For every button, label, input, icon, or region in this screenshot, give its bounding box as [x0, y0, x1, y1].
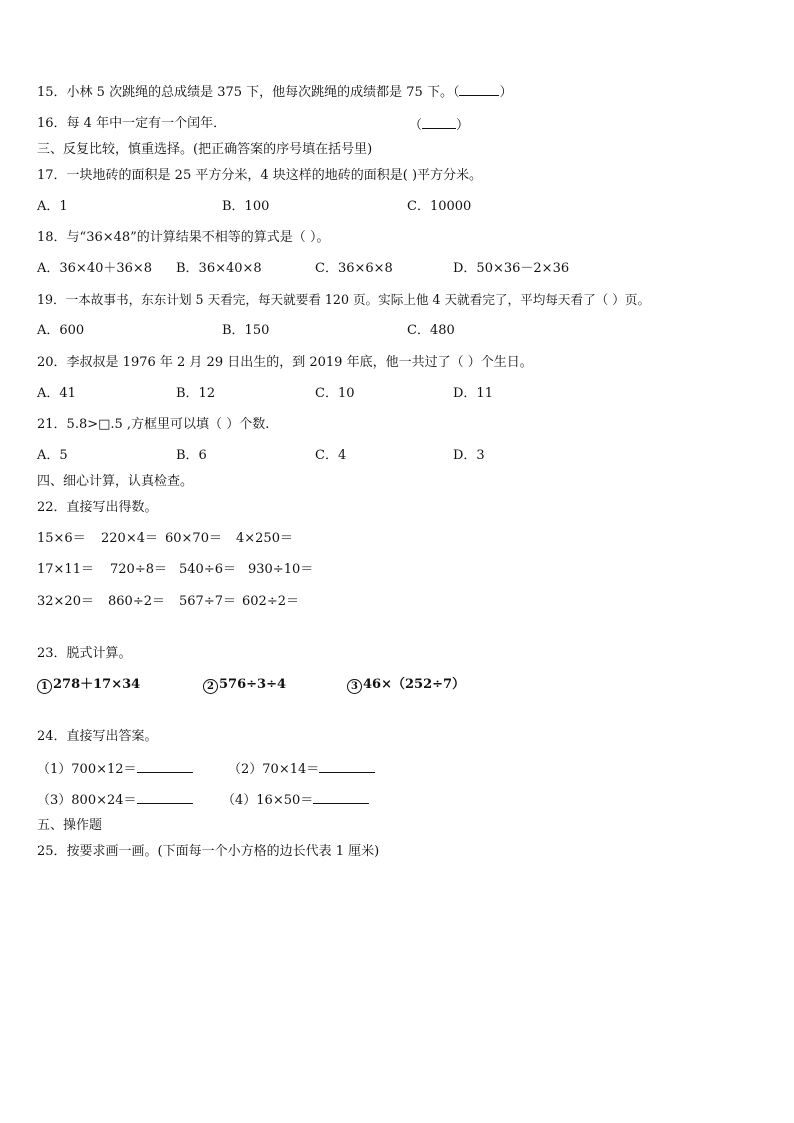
q21-option-c[interactable]: C．4 — [315, 448, 347, 463]
q23-item-2 — [203, 677, 286, 694]
q20-option-c[interactable]: C．10 — [315, 386, 355, 401]
q24-item-4 — [222, 791, 369, 809]
q22-r2-c1: 17×11＝ — [37, 562, 94, 577]
q18-option-a[interactable]: A．36×40＋36×8 — [37, 261, 153, 276]
question-16-text: 16．每 4 年中一定有一个闰年． — [37, 116, 227, 131]
q22-r3-c4: 602÷2＝ — [242, 594, 299, 609]
q18-option-c[interactable]: C．36×6×8 — [315, 261, 393, 276]
circled-number-3: 3 — [347, 679, 362, 694]
question-16 — [37, 116, 226, 132]
q18-option-d[interactable]: D．50×36－2×36 — [453, 261, 570, 276]
q22-r3-c2: 860÷2＝ — [108, 594, 165, 609]
q24-expr-3: （3）800×24＝ — [37, 793, 137, 808]
q20-option-a[interactable]: A．41 — [37, 386, 76, 401]
question-17-text: 17．一块地砖的面积是 25 平方分米，4 块这样的地砖的面积是( )平方分米。 — [37, 168, 483, 183]
q20-option-d[interactable]: D．11 — [453, 386, 493, 401]
q19-option-c[interactable]: C．480 — [407, 323, 455, 338]
q24-blank-2[interactable] — [319, 760, 375, 773]
q23-expr-1: 278＋17×34 — [53, 677, 141, 692]
q24-expr-1: （1）700×12＝ — [37, 762, 137, 777]
q24-expr-4: （4）16×50＝ — [222, 793, 314, 808]
q22-r1-c1: 15×6＝ — [37, 531, 86, 546]
paren-close: ） — [456, 118, 470, 133]
question-19-text: 19．一本故事书，东东计划 5 天看完，每天就要看 120 页。实际上他 4 天就看完了，平均每天看了（ ）页。 — [37, 292, 651, 307]
question-23-title: 23．脱式计算。 — [37, 646, 132, 661]
q21-option-b[interactable]: B．6 — [176, 448, 207, 463]
q24-item-1 — [37, 760, 193, 778]
q22-r1-c2: 220×4＝ — [101, 531, 158, 546]
q21-option-a[interactable]: A．5 — [37, 448, 68, 463]
q24-blank-3[interactable] — [137, 791, 193, 804]
q20-option-b[interactable]: B．12 — [176, 386, 216, 401]
q17-option-b[interactable]: B．100 — [222, 199, 270, 214]
question-16-answer — [409, 116, 469, 134]
q23-item-3 — [347, 677, 465, 694]
question-20-text: 20．李叔叔是 1976 年 2 月 29 日出生的，到 2019 年底，他一共过了（ ）个生日。 — [37, 355, 533, 370]
question-21-text: 21．5.8>□.5 ,方框里可以填（ ）个数. — [37, 417, 270, 432]
q19-option-b[interactable]: B．150 — [222, 323, 270, 338]
q19-option-a[interactable]: A．600 — [37, 323, 85, 338]
q24-blank-4[interactable] — [313, 791, 369, 804]
circled-number-2: 2 — [203, 679, 218, 694]
q23-expr-3: 46×（252÷7） — [363, 677, 466, 692]
section-4-heading: 四、细心计算，认真检查。 — [37, 474, 194, 489]
section-3-heading: 三、反复比较，慎重选择。(把正确答案的序号填在括号里) — [37, 142, 373, 157]
q23-item-1 — [37, 677, 140, 694]
section-5-heading: 五、操作题 — [37, 818, 103, 833]
question-25-text: 25．按要求画一画。(下面每一个小方格的边长代表 1 厘米) — [37, 844, 380, 859]
q22-r3-c1: 32×20＝ — [37, 594, 94, 609]
q18-option-b[interactable]: B．36×40×8 — [176, 261, 262, 276]
question-24-title: 24．直接写出答案。 — [37, 729, 158, 744]
q22-r2-c2: 720÷8＝ — [110, 562, 167, 577]
q23-expr-2: 576÷3÷4 — [219, 677, 287, 692]
circled-number-1: 1 — [37, 679, 52, 694]
question-18-text: 18．与“36×48”的计算结果不相等的算式是（ ）。 — [37, 230, 330, 245]
q22-r1-c3: 60×70＝ — [165, 531, 222, 546]
q22-r1-c4: 4×250＝ — [236, 531, 293, 546]
q17-option-a[interactable]: A．1 — [37, 199, 68, 214]
answer-blank-16[interactable] — [422, 116, 456, 129]
paren-open: （ — [409, 118, 423, 133]
q22-r2-c3: 540÷6＝ — [179, 562, 236, 577]
q21-option-d[interactable]: D．3 — [453, 448, 485, 463]
q22-r2-c4: 930÷10＝ — [248, 562, 314, 577]
question-15 — [37, 83, 512, 101]
q24-expr-2: （2）70×14＝ — [228, 762, 320, 777]
question-15-text: 15．小林 5 次跳绳的总成绩是 375 下，他每次跳绳的成绩都是 75 下。（ — [37, 85, 460, 100]
question-22-title: 22．直接写出得数。 — [37, 500, 158, 515]
q17-option-c[interactable]: C．10000 — [407, 199, 472, 214]
question-15-close: ） — [499, 85, 513, 100]
answer-blank-15[interactable] — [459, 83, 499, 96]
q24-blank-1[interactable] — [137, 760, 193, 773]
q24-item-3 — [37, 791, 193, 809]
q24-item-2 — [228, 760, 375, 778]
q22-r3-c3: 567÷7＝ — [179, 594, 236, 609]
